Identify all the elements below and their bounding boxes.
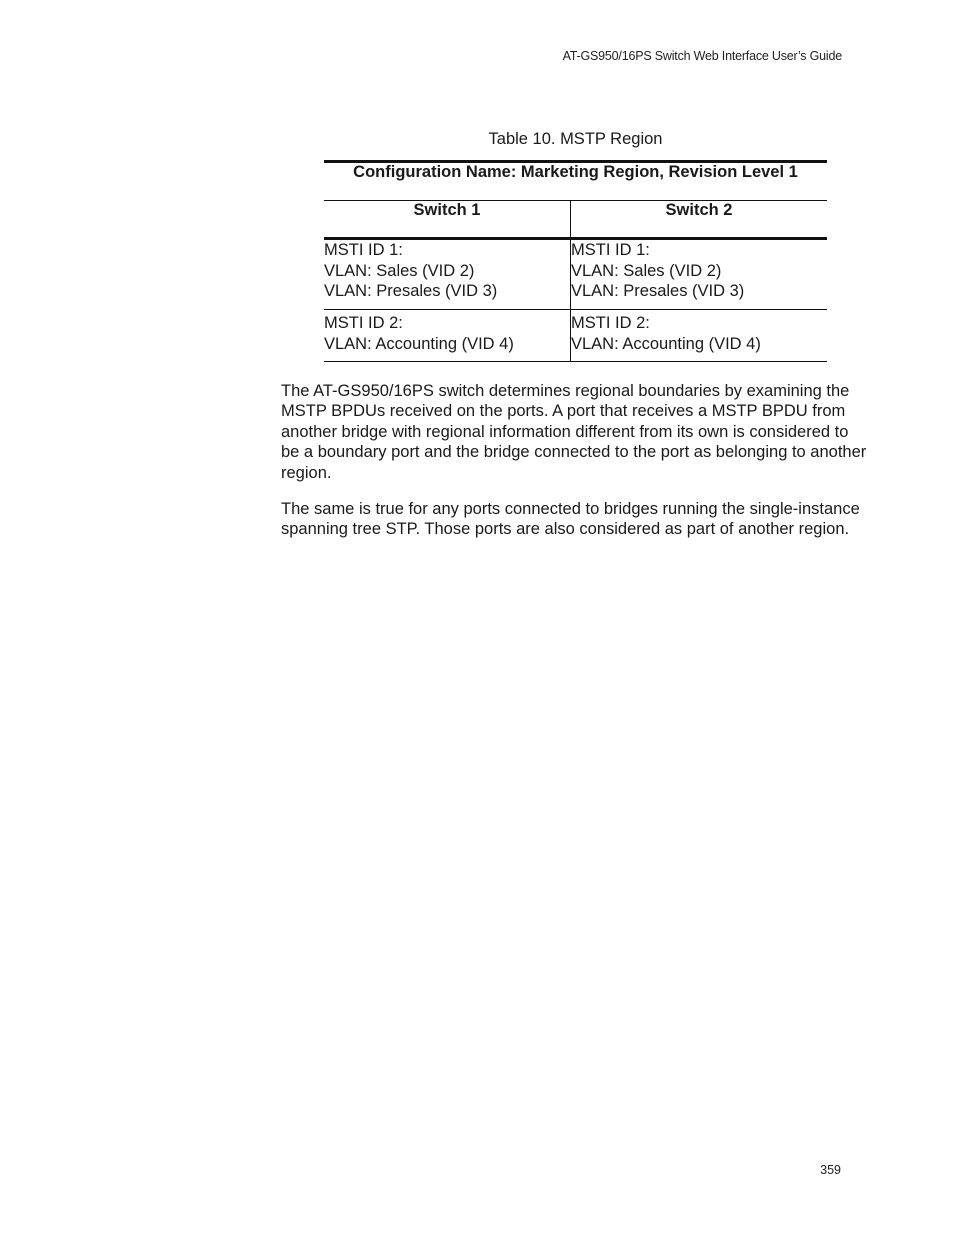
- cell-line: MSTI ID 2:: [571, 314, 650, 332]
- body-paragraph: The same is true for any ports connected to bridges running the single-instance spanning tree STP. Those ports are also considered as part of another region.: [281, 500, 860, 539]
- table-cell: [324, 239, 571, 310]
- table-title-row: [324, 162, 827, 201]
- cell-line: VLAN: Sales (VID 2): [571, 261, 722, 280]
- table-header-row: [324, 201, 827, 239]
- table-caption: Table 10. MSTP Region: [488, 130, 663, 148]
- table-row: [324, 310, 827, 362]
- cell-line: VLAN: Sales (VID 2): [324, 261, 475, 280]
- cell-line: MSTI ID 1:: [571, 241, 650, 259]
- column-header-switch-1: Switch 1: [324, 201, 571, 239]
- table-row: [324, 239, 827, 310]
- table-cell: [571, 310, 828, 362]
- table-cell: [324, 310, 571, 362]
- cell-line: VLAN: Presales (VID 3): [324, 282, 498, 300]
- cell-line: MSTI ID 2:: [324, 314, 403, 332]
- cell-line: VLAN: Accounting (VID 4): [571, 334, 761, 353]
- mstp-region-table: [324, 160, 827, 362]
- running-header: AT-GS950/16PS Switch Web Interface User’s Guide: [562, 49, 842, 63]
- cell-line: VLAN: Presales (VID 3): [571, 282, 745, 300]
- table-title: Configuration Name: Marketing Region, Revision Level 1: [324, 162, 827, 201]
- body-paragraph: The AT-GS950/16PS switch determines regional boundaries by examining the MSTP BPDUs received on the ports. A port that receives a MSTP BPDU from another bridge with regional information different from its own is considered to be a boundary port and the bridge connected to the port as belonging to another region.: [281, 382, 867, 482]
- table-cell: [571, 239, 828, 310]
- cell-line: MSTI ID 1:: [324, 241, 403, 259]
- page-number: 359: [820, 1163, 841, 1177]
- cell-line: VLAN: Accounting (VID 4): [324, 334, 514, 353]
- column-header-switch-2: Switch 2: [571, 201, 828, 239]
